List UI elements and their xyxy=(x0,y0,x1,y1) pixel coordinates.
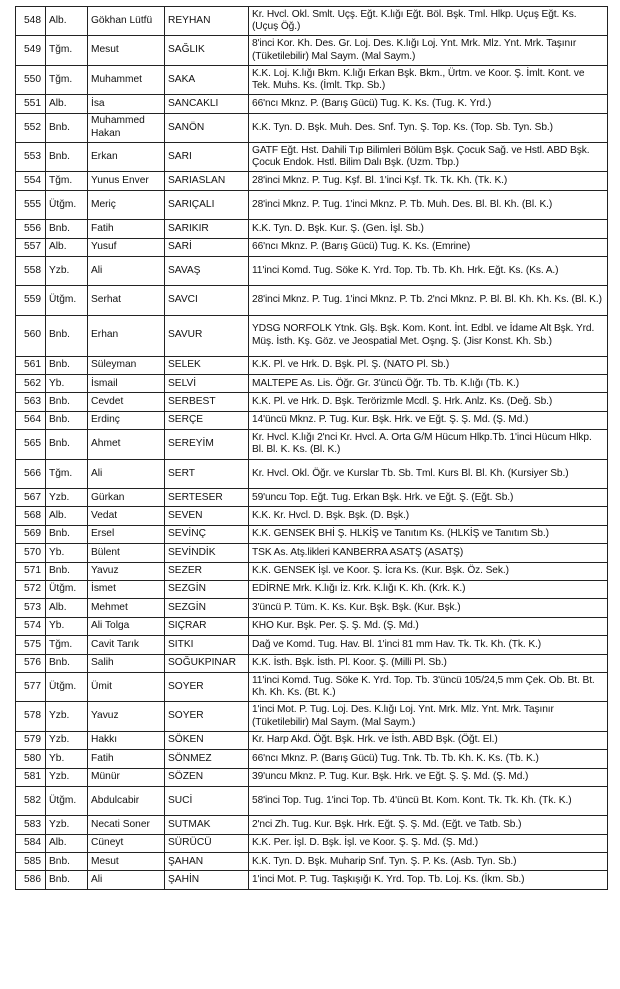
last-name-cell: SAVAŞ xyxy=(165,256,249,285)
unit-cell: 66'ncı Mknz. P. (Barış Gücü) Tug. K. Ks. (Emrine) xyxy=(249,238,608,256)
rank-cell: Ütğm. xyxy=(46,286,88,315)
first-name-cell: Fatih xyxy=(88,750,165,768)
unit-cell: 59'uncu Top. Eğt. Tug. Erkan Bşk. Hrk. ve Eğt. Ş. (Eğt. Sb.) xyxy=(249,489,608,507)
table-row xyxy=(16,544,608,562)
rank-cell: Bnb. xyxy=(46,430,88,459)
row-number-cell: 580 xyxy=(16,750,46,768)
unit-cell: K.K. Kr. Hvcl. D. Bşk. Bşk. (D. Bşk.) xyxy=(249,507,608,525)
first-name-cell: İsmail xyxy=(88,375,165,393)
last-name-cell: SUCİ xyxy=(165,786,249,815)
first-name-cell: Cevdet xyxy=(88,393,165,411)
first-name-cell: Ali xyxy=(88,256,165,285)
unit-cell: 14'üncü Mknz. P. Tug. Kur. Bşk. Hrk. ve Eğt. Ş. Ş. Md. (Ş. Md.) xyxy=(249,411,608,429)
row-number-cell: 549 xyxy=(16,36,46,65)
last-name-cell: SOYER xyxy=(165,702,249,731)
last-name-cell: SARI xyxy=(165,142,249,171)
row-number-cell: 581 xyxy=(16,768,46,786)
row-number-cell: 569 xyxy=(16,525,46,543)
rank-cell: Bnb. xyxy=(46,654,88,672)
first-name-cell: Gürkan xyxy=(88,489,165,507)
rank-cell: Yb. xyxy=(46,544,88,562)
first-name-cell: Yunus Enver xyxy=(88,172,165,190)
row-number-cell: 578 xyxy=(16,702,46,731)
row-number-cell: 564 xyxy=(16,411,46,429)
rank-cell: Bnb. xyxy=(46,393,88,411)
first-name-cell: Ali Tolga xyxy=(88,617,165,635)
row-number-cell: 577 xyxy=(16,672,46,701)
first-name-cell: Münür xyxy=(88,768,165,786)
unit-cell: Kr. Hvcl. Okl. Smlt. Uçş. Eğt. K.lığı Eğt. Böl. Bşk. Tml. Hlkp. Uçuş Eğt. Ks. (Uçuş Öğ.) xyxy=(249,7,608,36)
unit-cell: K.K. Per. İşl. D. Bşk. İşl. ve Koor. Ş. Ş. Md. (Ş. Md.) xyxy=(249,834,608,852)
unit-cell: 58'inci Top. Tug. 1'inci Top. Tb. 4'üncü Bt. Kom. Kont. Tk. Tk. Kh. (Tk. K.) xyxy=(249,786,608,815)
row-number-cell: 586 xyxy=(16,871,46,889)
unit-cell: MALTEPE As. Lis. Öğr. Gr. 3'üncü Öğr. Tb. Tb. K.lığı (Tb. K.) xyxy=(249,375,608,393)
last-name-cell: SÜRÜCÜ xyxy=(165,834,249,852)
unit-cell: 28'inci Mknz. P. Tug. 1'inci Mknz. P. Tb. Muh. Des. Bl. Bl. Kh. (Bl. K.) xyxy=(249,190,608,219)
rank-cell: Alb. xyxy=(46,238,88,256)
first-name-cell: Muhammet xyxy=(88,65,165,94)
first-name-cell: Fatih xyxy=(88,220,165,238)
first-name-cell: Hakkı xyxy=(88,731,165,749)
table-row xyxy=(16,816,608,834)
unit-cell: 3'üncü P. Tüm. K. Ks. Kur. Bşk. Bşk. (Kur. Bşk.) xyxy=(249,599,608,617)
rank-cell: Yzb. xyxy=(46,768,88,786)
unit-cell: 11'inci Komd. Tug. Söke K. Yrd. Top. Tb. Tb. Kh. Hrk. Eğt. Ks. (Ks. A.) xyxy=(249,256,608,285)
last-name-cell: SÖZEN xyxy=(165,768,249,786)
first-name-cell: İsmet xyxy=(88,580,165,598)
unit-cell: Dağ ve Komd. Tug. Hav. Bl. 1'inci 81 mm Hav. Tk. Tk. Kh. (Tk. K.) xyxy=(249,636,608,654)
table-row xyxy=(16,834,608,852)
last-name-cell: SAĞLIK xyxy=(165,36,249,65)
unit-cell: 66'ncı Mknz. P. (Barış Gücü) Tug. Tnk. Tb. Tb. Kh. K. Ks. (Tb. K.) xyxy=(249,750,608,768)
last-name-cell: SERT xyxy=(165,459,249,488)
row-number-cell: 557 xyxy=(16,238,46,256)
rank-cell: Alb. xyxy=(46,7,88,36)
unit-cell: 28'inci Mknz. P. Tug. 1'inci Mknz. P. Tb. 2'nci Mknz. P. Bl. Bl. Kh. Kh. Ks. (Bl. K.) xyxy=(249,286,608,315)
table-row xyxy=(16,489,608,507)
unit-cell: 11'inci Komd. Tug. Söke K. Yrd. Top. Tb. 3'üncü 105/24,5 mm Çek. Ob. Bt. Bt. Kh. Kh. Ks. (Bt. K.) xyxy=(249,672,608,701)
row-number-cell: 573 xyxy=(16,599,46,617)
last-name-cell: SEVİNÇ xyxy=(165,525,249,543)
last-name-cell: SEVİNDİK xyxy=(165,544,249,562)
row-number-cell: 559 xyxy=(16,286,46,315)
row-number-cell: 566 xyxy=(16,459,46,488)
first-name-cell: Mesut xyxy=(88,36,165,65)
row-number-cell: 562 xyxy=(16,375,46,393)
rank-cell: Ütğm. xyxy=(46,672,88,701)
last-name-cell: SAKA xyxy=(165,65,249,94)
last-name-cell: SEZER xyxy=(165,562,249,580)
last-name-cell: SERBEST xyxy=(165,393,249,411)
table-row xyxy=(16,220,608,238)
last-name-cell: SELEK xyxy=(165,356,249,374)
rank-cell: Bnb. xyxy=(46,142,88,171)
table-row xyxy=(16,617,608,635)
unit-cell: Kr. Hvcl. K.lığı 2'nci Kr. Hvcl. A. Orta G/M Hücum Hlkp.Tb. 1'inci Hücum Hlkp. Bl. Bl. K. Ks. (Bl. K.) xyxy=(249,430,608,459)
unit-cell: K.K. Pl. ve Hrk. D. Bşk. Pl. Ş. (NATO Pl. Sb.) xyxy=(249,356,608,374)
row-number-cell: 565 xyxy=(16,430,46,459)
row-number-cell: 571 xyxy=(16,562,46,580)
rank-cell: Alb. xyxy=(46,95,88,113)
unit-cell: K.K. GENSEK İşl. ve Koor. Ş. İcra Ks. (Kur. Bşk. Öz. Sek.) xyxy=(249,562,608,580)
first-name-cell: Erkan xyxy=(88,142,165,171)
row-number-cell: 584 xyxy=(16,834,46,852)
rank-cell: Bnb. xyxy=(46,525,88,543)
table-row xyxy=(16,315,608,356)
table-row xyxy=(16,411,608,429)
table-row xyxy=(16,636,608,654)
row-number-cell: 568 xyxy=(16,507,46,525)
table-row xyxy=(16,65,608,94)
table-row xyxy=(16,750,608,768)
table-row xyxy=(16,731,608,749)
row-number-cell: 585 xyxy=(16,853,46,871)
row-number-cell: 575 xyxy=(16,636,46,654)
rank-cell: Bnb. xyxy=(46,315,88,356)
table-row xyxy=(16,459,608,488)
last-name-cell: SARIÇALI xyxy=(165,190,249,219)
table-row xyxy=(16,286,608,315)
row-number-cell: 567 xyxy=(16,489,46,507)
table-row xyxy=(16,562,608,580)
rank-cell: Bnb. xyxy=(46,411,88,429)
first-name-cell: Ahmet xyxy=(88,430,165,459)
first-name-cell: Cavit Tarık xyxy=(88,636,165,654)
unit-cell: K.K. Tyn. D. Bşk. Muharip Snf. Tyn. Ş. P. Ks. (Asb. Tyn. Sb.) xyxy=(249,853,608,871)
last-name-cell: SÖNMEZ xyxy=(165,750,249,768)
table-row xyxy=(16,853,608,871)
table-row xyxy=(16,525,608,543)
rank-cell: Alb. xyxy=(46,599,88,617)
last-name-cell: SERÇE xyxy=(165,411,249,429)
unit-cell: K.K. Pl. ve Hrk. D. Bşk. Terörizmle Mcdl. Ş. Hrk. Anlz. Ks. (Değ. Sb.) xyxy=(249,393,608,411)
table-row xyxy=(16,786,608,815)
table-row xyxy=(16,871,608,889)
row-number-cell: 574 xyxy=(16,617,46,635)
last-name-cell: SANCAKLI xyxy=(165,95,249,113)
last-name-cell: SARIKIR xyxy=(165,220,249,238)
rank-cell: Yb. xyxy=(46,375,88,393)
first-name-cell: Necati Soner xyxy=(88,816,165,834)
first-name-cell: Vedat xyxy=(88,507,165,525)
rank-cell: Tğm. xyxy=(46,65,88,94)
first-name-cell: Salih xyxy=(88,654,165,672)
first-name-cell: Yavuz xyxy=(88,562,165,580)
last-name-cell: SELVİ xyxy=(165,375,249,393)
first-name-cell: Gökhan Lütfü xyxy=(88,7,165,36)
unit-cell: YDSG NORFOLK Ytnk. Glş. Bşk. Kom. Kont. İnt. Edbl. ve İdame Alt Bşk. Yrd. Müş. İsth. Kş. Göz. ve Jeospatial Met. Oşng. Ş. (Jisr Konst. Kh. Sb.) xyxy=(249,315,608,356)
first-name-cell: Erdinç xyxy=(88,411,165,429)
first-name-cell: Ümit xyxy=(88,672,165,701)
first-name-cell: Ali xyxy=(88,459,165,488)
last-name-cell: SERTESER xyxy=(165,489,249,507)
table-row xyxy=(16,256,608,285)
rank-cell: Bnb. xyxy=(46,853,88,871)
unit-cell: K.K. Loj. K.lığı Bkm. K.lığı Erkan Bşk. Bkm., Ürtm. ve Koor. Ş. İmlt. Kont. ve Tek. Muhs. Ks. (İmlt. Tkp. Sb.) xyxy=(249,65,608,94)
unit-cell: K.K. GENSEK BHİ Ş. HLKİŞ ve Tanıtım Ks. (HLKİŞ ve Tanıtım Sb.) xyxy=(249,525,608,543)
last-name-cell: SEVEN xyxy=(165,507,249,525)
row-number-cell: 570 xyxy=(16,544,46,562)
rank-cell: Bnb. xyxy=(46,562,88,580)
last-name-cell: SARİ xyxy=(165,238,249,256)
table-row xyxy=(16,238,608,256)
first-name-cell: Abdulcabir xyxy=(88,786,165,815)
first-name-cell: Erhan xyxy=(88,315,165,356)
table-row xyxy=(16,654,608,672)
table-row xyxy=(16,393,608,411)
rank-cell: Tğm. xyxy=(46,36,88,65)
rank-cell: Yb. xyxy=(46,617,88,635)
rank-cell: Tğm. xyxy=(46,459,88,488)
row-number-cell: 579 xyxy=(16,731,46,749)
row-number-cell: 555 xyxy=(16,190,46,219)
last-name-cell: SARIASLAN xyxy=(165,172,249,190)
last-name-cell: SÖKEN xyxy=(165,731,249,749)
table-row xyxy=(16,142,608,171)
first-name-cell: Ersel xyxy=(88,525,165,543)
table-row xyxy=(16,430,608,459)
row-number-cell: 551 xyxy=(16,95,46,113)
last-name-cell: SANÖN xyxy=(165,113,249,142)
table-row xyxy=(16,507,608,525)
row-number-cell: 561 xyxy=(16,356,46,374)
table-row xyxy=(16,702,608,731)
first-name-cell: İsa xyxy=(88,95,165,113)
rank-cell: Ütğm. xyxy=(46,786,88,815)
rank-cell: Bnb. xyxy=(46,220,88,238)
last-name-cell: REYHAN xyxy=(165,7,249,36)
personnel-table xyxy=(15,6,608,890)
row-number-cell: 558 xyxy=(16,256,46,285)
row-number-cell: 582 xyxy=(16,786,46,815)
last-name-cell: SEZGİN xyxy=(165,580,249,598)
last-name-cell: ŞAHİN xyxy=(165,871,249,889)
rank-cell: Tğm. xyxy=(46,636,88,654)
row-number-cell: 583 xyxy=(16,816,46,834)
unit-cell: 28'inci Mknz. P. Tug. Kşf. Bl. 1'inci Kşf. Tk. Tk. Kh. (Tk. K.) xyxy=(249,172,608,190)
row-number-cell: 553 xyxy=(16,142,46,171)
rank-cell: Ütğm. xyxy=(46,190,88,219)
rank-cell: Alb. xyxy=(46,834,88,852)
first-name-cell: Mesut xyxy=(88,853,165,871)
rank-cell: Alb. xyxy=(46,507,88,525)
unit-cell: Kr. Harp Akd. Öğt. Bşk. Hrk. ve İsth. ABD Bşk. (Öğt. El.) xyxy=(249,731,608,749)
row-number-cell: 560 xyxy=(16,315,46,356)
last-name-cell: SUTMAK xyxy=(165,816,249,834)
last-name-cell: ŞAHAN xyxy=(165,853,249,871)
row-number-cell: 556 xyxy=(16,220,46,238)
rank-cell: Bnb. xyxy=(46,356,88,374)
row-number-cell: 552 xyxy=(16,113,46,142)
row-number-cell: 548 xyxy=(16,7,46,36)
last-name-cell: SITKI xyxy=(165,636,249,654)
rank-cell: Tğm. xyxy=(46,172,88,190)
row-number-cell: 550 xyxy=(16,65,46,94)
row-number-cell: 554 xyxy=(16,172,46,190)
row-number-cell: 576 xyxy=(16,654,46,672)
unit-cell: 66'ncı Mknz. P. (Barış Gücü) Tug. K. Ks. (Tug. K. Yrd.) xyxy=(249,95,608,113)
unit-cell: TSK As. Atş.likleri KANBERRA ASATŞ (ASATŞ) xyxy=(249,544,608,562)
last-name-cell: SOYER xyxy=(165,672,249,701)
table-row xyxy=(16,95,608,113)
document-page xyxy=(15,6,607,890)
last-name-cell: SEREYİM xyxy=(165,430,249,459)
rank-cell: Yzb. xyxy=(46,731,88,749)
table-row xyxy=(16,7,608,36)
first-name-cell: Yusuf xyxy=(88,238,165,256)
table-row xyxy=(16,580,608,598)
rank-cell: Bnb. xyxy=(46,871,88,889)
table-row xyxy=(16,36,608,65)
unit-cell: 1'inci Mot. P. Tug. Taşkışığı K. Yrd. Top. Tb. Loj. Ks. (İkm. Sb.) xyxy=(249,871,608,889)
unit-cell: KHO Kur. Bşk. Per. Ş. Ş. Md. (Ş. Md.) xyxy=(249,617,608,635)
first-name-cell: Bülent xyxy=(88,544,165,562)
table-row xyxy=(16,672,608,701)
first-name-cell: Serhat xyxy=(88,286,165,315)
rank-cell: Yzb. xyxy=(46,489,88,507)
table-row xyxy=(16,768,608,786)
rank-cell: Bnb. xyxy=(46,113,88,142)
table-body xyxy=(16,7,608,890)
last-name-cell: SAVUR xyxy=(165,315,249,356)
row-number-cell: 572 xyxy=(16,580,46,598)
unit-cell: 2'nci Zh. Tug. Kur. Bşk. Hrk. Eğt. Ş. Ş. Md. (Eğt. ve Tatb. Sb.) xyxy=(249,816,608,834)
first-name-cell: Ali xyxy=(88,871,165,889)
first-name-cell: Yavuz xyxy=(88,702,165,731)
table-row xyxy=(16,356,608,374)
rank-cell: Yzb. xyxy=(46,702,88,731)
unit-cell: Kr. Hvcl. Okl. Öğr. ve Kurslar Tb. Sb. Tml. Kurs Bl. Bl. Kh. (Kursiyer Sb.) xyxy=(249,459,608,488)
rank-cell: Yb. xyxy=(46,750,88,768)
unit-cell: 8'inci Kor. Kh. Des. Gr. Loj. Des. K.lığı Loj. Ynt. Mrk. Mlz. Ynt. Mrk. Taşınır (Tüketilebilir) Mal Saym. (Mal Saym.) xyxy=(249,36,608,65)
unit-cell: 1'inci Mot. P. Tug. Loj. Des. K.lığı Loj. Ynt. Mrk. Mlz. Ynt. Mrk. Taşınır (Tüketilebilir) Mal Saym. (Mal Saym.) xyxy=(249,702,608,731)
rank-cell: Yzb. xyxy=(46,256,88,285)
rank-cell: Yzb. xyxy=(46,816,88,834)
rank-cell: Ütğm. xyxy=(46,580,88,598)
table-row xyxy=(16,599,608,617)
unit-cell: EDİRNE Mrk. K.lığı İz. Krk. K.lığı K. Kh. (Krk. K.) xyxy=(249,580,608,598)
last-name-cell: SAVCI xyxy=(165,286,249,315)
first-name-cell: Mehmet xyxy=(88,599,165,617)
last-name-cell: SOĞUKPINAR xyxy=(165,654,249,672)
table-row xyxy=(16,375,608,393)
unit-cell: K.K. Tyn. D. Bşk. Kur. Ş. (Gen. İşl. Sb.) xyxy=(249,220,608,238)
unit-cell: 39'uncu Mknz. P. Tug. Kur. Bşk. Hrk. ve Eğt. Ş. Ş. Md. (Ş. Md.) xyxy=(249,768,608,786)
table-row xyxy=(16,172,608,190)
unit-cell: GATF Eğt. Hst. Dahili Tıp Bilimleri Bölüm Bşk. Çocuk Sağ. ve Hstl. ABD Bşk. Çocuk Endok. Hstl. Bilim Dalı Bşk. (Uzm. Tbp.) xyxy=(249,142,608,171)
first-name-cell: Süleyman xyxy=(88,356,165,374)
first-name-cell: Cüneyt xyxy=(88,834,165,852)
first-name-cell: Muhammed Hakan xyxy=(88,113,165,142)
last-name-cell: SIÇRAR xyxy=(165,617,249,635)
table-row xyxy=(16,190,608,219)
last-name-cell: SEZGİN xyxy=(165,599,249,617)
table-row xyxy=(16,113,608,142)
unit-cell: K.K. Tyn. D. Bşk. Muh. Des. Snf. Tyn. Ş. Top. Ks. (Top. Sb. Tyn. Sb.) xyxy=(249,113,608,142)
row-number-cell: 563 xyxy=(16,393,46,411)
first-name-cell: Meriç xyxy=(88,190,165,219)
unit-cell: K.K. İsth. Bşk. İsth. Pl. Koor. Ş. (Milli Pl. Sb.) xyxy=(249,654,608,672)
